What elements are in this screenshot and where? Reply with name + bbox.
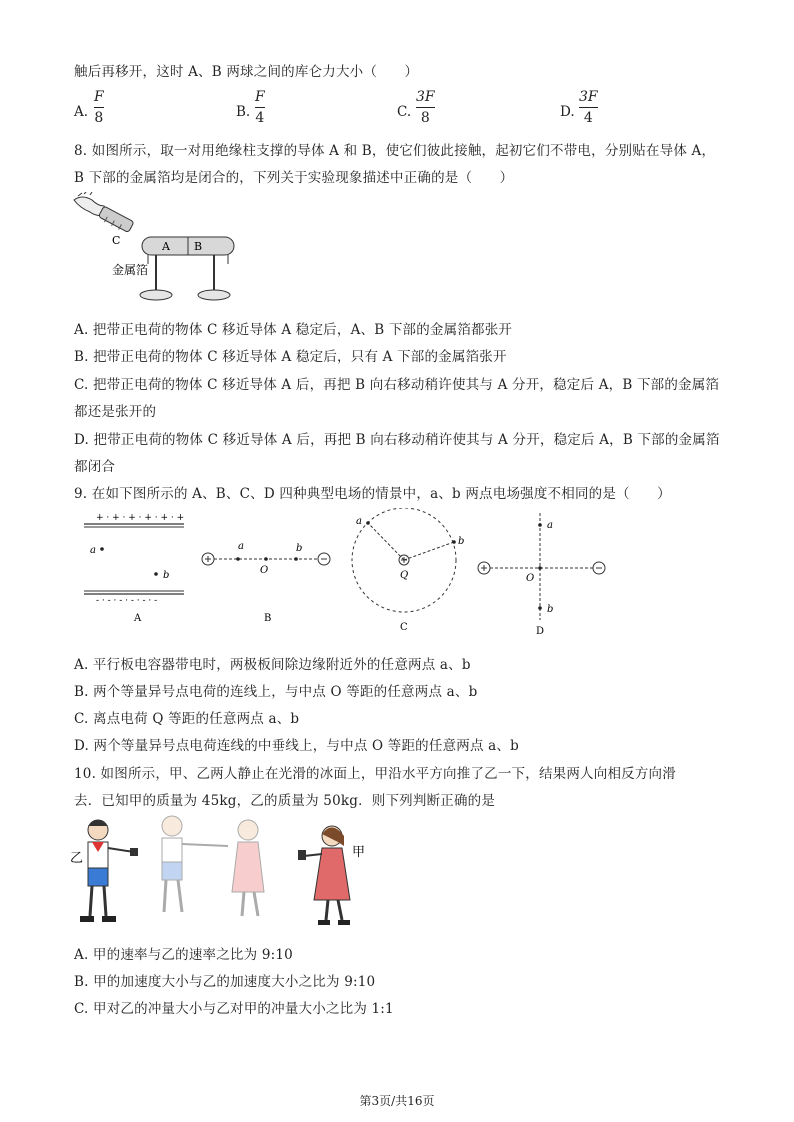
- fraction-bar: [579, 107, 598, 108]
- plus-charges: + · + · + · + · + · +: [96, 513, 185, 523]
- label-b: b: [547, 604, 554, 615]
- label-a: a: [356, 516, 362, 527]
- fraction-numerator: 3F: [416, 89, 435, 105]
- caption-c: C: [400, 622, 408, 633]
- point-o: [538, 566, 542, 570]
- label-yi: 乙: [70, 851, 84, 866]
- q7-stem-tail: 触后再移开，这时 A、B 两球之间的库仑力大小（ ）: [74, 64, 419, 80]
- point-o: [264, 557, 268, 561]
- q10-stem-line1: 10. 如图所示，甲、乙两人静止在光滑的冰面上，甲沿水平方向推了乙一下，结果两人向相反方向滑: [74, 766, 676, 782]
- q9-option-a: A. 平行板电容器带电时，两极板间除边缘附近外的任意两点 a、b: [74, 657, 471, 673]
- q7-option-b-fraction: [255, 89, 265, 126]
- label-foil: 金属箔: [112, 263, 149, 277]
- point-a: [100, 547, 104, 551]
- q10-figure-skaters: [68, 812, 388, 934]
- q10-option-b: B. 甲的加速度大小与乙的加速度大小之比为 9:10: [74, 974, 376, 990]
- figure-b-dipole: [202, 541, 330, 624]
- label-jia: 甲: [352, 845, 366, 860]
- q7-option-d-fraction: [579, 89, 598, 126]
- fraction-denominator: 4: [255, 110, 265, 126]
- q9-option-d: D. 两个等量异号点电荷连线的中垂线上，与中点 O 等距的任意两点 a、b: [74, 738, 519, 754]
- figure-d-bisector: [478, 513, 605, 637]
- label-a: A: [162, 240, 170, 253]
- label-o: O: [260, 565, 269, 576]
- q8-option-d-line1: D. 把带正电荷的物体 C 移近导体 A 后，再把 B 向右移动稍许使其与 A 分开，稳定后 A，B 下部的金属箔: [74, 432, 720, 448]
- q9-option-c: C. 离点电荷 Q 等距的任意两点 a、b: [74, 711, 300, 727]
- point-b: [452, 540, 456, 544]
- point-b: [294, 557, 298, 561]
- q8-figure-conductors: [68, 192, 248, 310]
- q7-option-c-label: C.: [397, 104, 412, 120]
- q8-option-c-line2: 都还是张开的: [74, 404, 157, 420]
- motion-ghost-pair-icon: [162, 816, 264, 916]
- fraction-numerator: 3F: [579, 89, 598, 105]
- fraction-bar: [94, 107, 104, 108]
- base-b: [198, 290, 230, 300]
- q10-option-a: A. 甲的速率与乙的速率之比为 9:10: [74, 947, 293, 963]
- fraction-denominator: 8: [94, 110, 104, 126]
- label-c: C: [112, 234, 121, 247]
- q9-option-b: B. 两个等量异号点电荷的连线上，与中点 O 等距的任意两点 a、b: [74, 684, 478, 700]
- base-a: [140, 290, 172, 300]
- q8-option-d-line2: 都闭合: [74, 459, 116, 475]
- q7-option-b-label: B.: [236, 104, 251, 120]
- q9-figure-fields: [74, 508, 634, 638]
- q10-option-c: C. 甲对乙的冲量大小与乙对甲的冲量大小之比为 1:1: [74, 1001, 394, 1017]
- girl-figure-icon: [298, 826, 350, 925]
- q8-option-c-line1: C. 把带正电荷的物体 C 移近导体 A 后，再把 B 向右移动稍许使其与 A 分开，稳定后 A，B 下部的金属箔: [74, 377, 720, 393]
- label-a: a: [547, 520, 553, 531]
- label-o: O: [526, 573, 535, 584]
- radius-b: [404, 542, 454, 560]
- fraction-numerator: F: [255, 89, 265, 105]
- q8-option-a: A. 把带正电荷的物体 C 移近导体 A 稳定后，A、B 下部的金属箔都张开: [74, 322, 513, 338]
- boy-figure-icon: [80, 820, 138, 922]
- q7-option-c-fraction: [416, 89, 435, 126]
- charged-rod-c: [98, 206, 134, 233]
- q7-option-a-label: A.: [74, 104, 89, 120]
- point-a: [366, 521, 370, 525]
- fraction-denominator: 8: [420, 110, 430, 126]
- point-a: [538, 523, 542, 527]
- label-b: b: [296, 543, 303, 554]
- q7-option-d-label: D.: [560, 104, 575, 120]
- radius-a: [368, 523, 404, 560]
- label-b: B: [194, 240, 203, 253]
- minus-charges: - · - · - · - · - · -: [96, 596, 158, 606]
- figure-a-capacitor: [84, 513, 184, 624]
- point-a: [236, 557, 240, 561]
- q7-option-a-fraction: [94, 89, 104, 126]
- caption-a: A: [134, 613, 142, 624]
- caption-b: B: [264, 613, 272, 624]
- label-a: a: [90, 545, 96, 556]
- q10-stem-line2: 去．已知甲的质量为 45kg，乙的质量为 50kg．则下列判断正确的是: [74, 793, 496, 809]
- q8-option-b: B. 把带正电荷的物体 C 移近导体 A 稳定后，只有 A 下部的金属箔张开: [74, 349, 507, 365]
- fraction-numerator: F: [94, 89, 104, 105]
- q9-stem: 9. 在如下图所示的 A、B、C、D 四种典型电场的情景中，a、b 两点电场强度不相同的是（ ）: [74, 486, 671, 502]
- fraction-bar: [255, 107, 265, 108]
- figure-c-point-charge: [352, 508, 464, 633]
- fraction-denominator: 4: [583, 110, 593, 126]
- label-a: a: [238, 541, 244, 552]
- point-b: [154, 572, 158, 576]
- page-footer: 第3页/共16页: [359, 1094, 435, 1108]
- point-b: [538, 606, 542, 610]
- fraction-bar: [416, 107, 435, 108]
- q8-stem-line2: B 下部的金属箔均是闭合的，下列关于实验现象描述中正确的是（ ）: [74, 170, 514, 186]
- label-q: Q: [400, 570, 409, 581]
- q8-stem-line1: 8. 如图所示，取一对用绝缘柱支撑的导体 A 和 B，使它们彼此接触，起初它们不带电，分别贴在导体 A，: [74, 143, 716, 159]
- label-b: b: [163, 570, 170, 581]
- caption-d: D: [536, 626, 545, 637]
- label-b: b: [458, 536, 465, 547]
